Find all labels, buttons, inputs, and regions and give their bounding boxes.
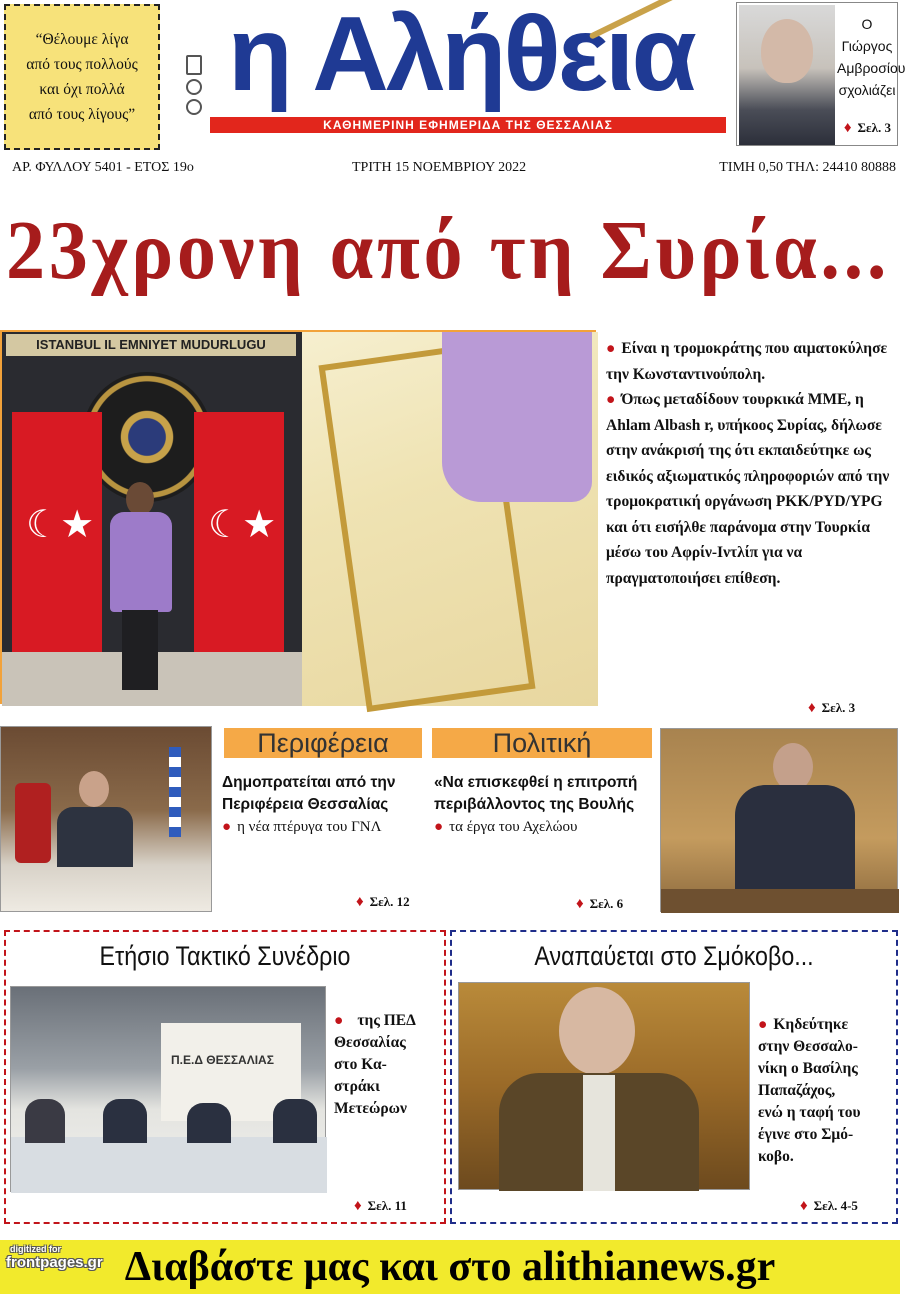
- seal-icon: [186, 99, 202, 115]
- page-reference-text: Σελ. 12: [369, 894, 410, 909]
- bullet-icon: ●: [606, 340, 616, 357]
- turkish-flag-icon: [194, 412, 284, 662]
- story-bullet: [606, 387, 894, 591]
- columnist-name-line: σχολιάζει: [838, 82, 896, 98]
- columnist-name-line: Ο Γιώργος: [841, 16, 893, 54]
- region-story-sub-text: η νέα πτέρυγα του ΓΝΛ: [237, 819, 382, 835]
- story-bullet: [606, 336, 894, 387]
- columnist-name-line: Αμβροσίου: [837, 60, 905, 76]
- main-story-text: [606, 336, 894, 696]
- category-label-region[interactable]: Περιφέρεια: [224, 728, 422, 758]
- speaker-face: [773, 743, 813, 791]
- congress-photo: [10, 986, 326, 1192]
- congress-story-page-ref: [354, 1198, 407, 1215]
- smokovo-line: Κηδεύτηκε: [773, 1016, 849, 1033]
- podium-shape: [661, 889, 899, 913]
- congress-story-title: Ετήσιο Τακτικό Συνέδριο: [99, 941, 351, 971]
- smokovo-line: στην Θεσσαλο-: [758, 1038, 858, 1055]
- masthead-quote-box: [4, 4, 160, 150]
- logo-tagline: ΚΑΘΗΜΕΡΙΝΗ ΕΦΗΜΕΡΙΔΑ ΤΗΣ ΘΕΣΣΑΛΙΑΣ: [210, 117, 726, 133]
- watermark-small-text: digitized for: [10, 1244, 61, 1254]
- smokovo-story-box[interactable]: [450, 930, 898, 1224]
- smokovo-line: ενώ η ταφή του: [758, 1104, 861, 1121]
- congress-sub-line: Μετεώρων: [334, 1100, 407, 1117]
- watermark-text: frontpages.gr: [6, 1254, 103, 1271]
- suspect-figure: [108, 482, 174, 692]
- congress-sub-line: Θεσσαλίας: [334, 1034, 406, 1051]
- bullet-icon: ●: [606, 391, 616, 408]
- conference-table: [11, 1137, 327, 1193]
- main-story-page-ref: [808, 700, 855, 717]
- turkish-flag-icon: [12, 412, 102, 662]
- smokovo-photo: [458, 982, 750, 1190]
- issue-number: ΑΡ. ΦΥΛΛΟΥ 5401 - ΕΤΟΣ 19ο: [12, 160, 194, 175]
- diamond-icon: ♦: [800, 1198, 808, 1214]
- smokovo-line: Παπαζάχος,: [758, 1082, 836, 1099]
- columnist-teaser[interactable]: [736, 2, 905, 146]
- smokovo-line: έγινε στο Σμό-: [758, 1126, 854, 1143]
- portrait-face: [559, 987, 635, 1075]
- politics-story-sub-text: τα έργα του Αχελώου: [449, 819, 578, 835]
- newspaper-logo[interactable]: η Αλήθεια: [228, 0, 694, 113]
- columnist-photo: [739, 5, 835, 145]
- page-reference-text: Σελ. 11: [367, 1198, 407, 1213]
- congress-sub-line: στο Κα-: [334, 1056, 387, 1073]
- region-story-page-ref: [356, 894, 410, 911]
- certification-stamps: [182, 55, 206, 135]
- congress-sub-line: της ΠΕΔ: [357, 1012, 416, 1029]
- smokovo-story-page-ref: [800, 1198, 858, 1215]
- smokovo-line: νίκη ο Βασίλης: [758, 1060, 858, 1077]
- delegate-figure: [187, 1103, 231, 1143]
- bullet-icon: ●: [758, 1016, 768, 1033]
- category-label-politics[interactable]: Πολιτική: [432, 728, 652, 758]
- issue-info-row: [12, 160, 896, 182]
- diamond-icon: ♦: [808, 700, 816, 716]
- quote-line: και όχι πολλά: [39, 81, 125, 98]
- frontpages-watermark: [6, 1244, 103, 1272]
- diamond-icon: ♦: [576, 896, 584, 912]
- smokovo-line: κοβο.: [758, 1148, 794, 1165]
- issue-price: ΤΙΜΗ 0,50 ΤΗΛ: 24410 80888: [719, 160, 896, 175]
- politics-story-sub: [434, 816, 648, 838]
- bullet-icon: ●: [222, 819, 232, 835]
- page-reference-text: Σελ. 4-5: [813, 1198, 858, 1213]
- main-story-photo[interactable]: [0, 330, 596, 704]
- cloth-shape: [442, 332, 592, 502]
- photo-banner: ISTANBUL IL EMNIYET MUDURLUGU: [6, 334, 296, 356]
- chair-shape: [15, 783, 51, 863]
- bullet-icon: ●: [434, 819, 444, 835]
- columnist-name: [837, 13, 905, 101]
- congress-story-sub: [334, 1010, 444, 1120]
- diamond-icon: ♦: [354, 1198, 362, 1214]
- quote-line: από τους λίγους”: [28, 106, 136, 123]
- issue-date: ΤΡΙΤΗ 15 ΝΟΕΜΒΡΙΟΥ 2022: [352, 160, 527, 175]
- delegate-figure: [273, 1099, 317, 1143]
- page-reference-text: Σελ. 6: [589, 896, 624, 911]
- page-reference-text: Σελ. 3: [857, 120, 891, 135]
- politics-story-title: «Να επισκεφθεί η επιτροπή περιβάλλοντος της Βουλής: [434, 774, 638, 813]
- smokovo-story-title: Αναπαύεται στο Σμόκοβο...: [534, 941, 814, 971]
- politics-story-photo[interactable]: [660, 728, 898, 912]
- official-face: [79, 771, 109, 807]
- region-story-photo[interactable]: [0, 726, 212, 912]
- politics-story-page-ref: [576, 896, 623, 913]
- congress-story-box[interactable]: [4, 930, 446, 1224]
- bullet-icon: ●: [334, 1012, 344, 1029]
- columnist-face: [761, 19, 813, 83]
- diamond-icon: ♦: [356, 894, 364, 910]
- region-story-text[interactable]: [222, 772, 422, 838]
- official-suit: [57, 807, 133, 867]
- main-headline[interactable]: 23χρονη από τη Συρία...: [6, 204, 891, 297]
- page-reference-text: Σελ. 3: [821, 700, 856, 715]
- region-story-title: Δημοπρατείται από την Περιφέρεια Θεσσαλίας: [222, 774, 396, 813]
- conference-banner-text: Π.Ε.Δ ΘΕΣΣΑΛΙΑΣ: [171, 1053, 274, 1067]
- page-reference: [844, 120, 891, 137]
- portrait-shirt: [583, 1075, 615, 1191]
- congress-sub-line: στράκι: [334, 1078, 380, 1095]
- diamond-icon: ♦: [843, 120, 852, 136]
- seal-icon: [186, 79, 202, 95]
- greek-flag-icon: [169, 747, 181, 837]
- quote-line: από τους πολλούς: [26, 56, 138, 73]
- region-story-sub: [222, 816, 422, 838]
- photo-background: [2, 332, 302, 706]
- bullet-text: Είναι η τρομοκράτης που αιματοκύλησε την Κωνσταντινούπολη.: [606, 340, 888, 383]
- footer-website-banner[interactable]: Διαβάστε μας και στο alithianews.gr: [0, 1240, 900, 1294]
- smokovo-story-text: [758, 1014, 894, 1168]
- bullet-text: Όπως μεταδίδουν τουρκικά ΜΜΕ, η Ahlam Albash r, υπήκοος Συρίας, δήλωσε στην ανάκρισή της ότι εκπαιδεύτηκε ως ειδικός αξιωματικός πληροφοριών από την τρομοκρατική οργάνωση PKK/PYD/YPG και ότι εισήλθε παράνομα στην Τουρκία μέσω του Αφρίν-Ιντλίπ για να πραγματοποιήσει επίθεση.: [606, 391, 890, 587]
- photo-inset: [302, 332, 598, 706]
- quote-line: “Θέλουμε λίγα: [35, 31, 129, 48]
- delegate-figure: [25, 1099, 65, 1143]
- delegate-figure: [103, 1099, 147, 1143]
- politics-story-text[interactable]: [434, 772, 648, 838]
- stamp-icon: [186, 55, 202, 75]
